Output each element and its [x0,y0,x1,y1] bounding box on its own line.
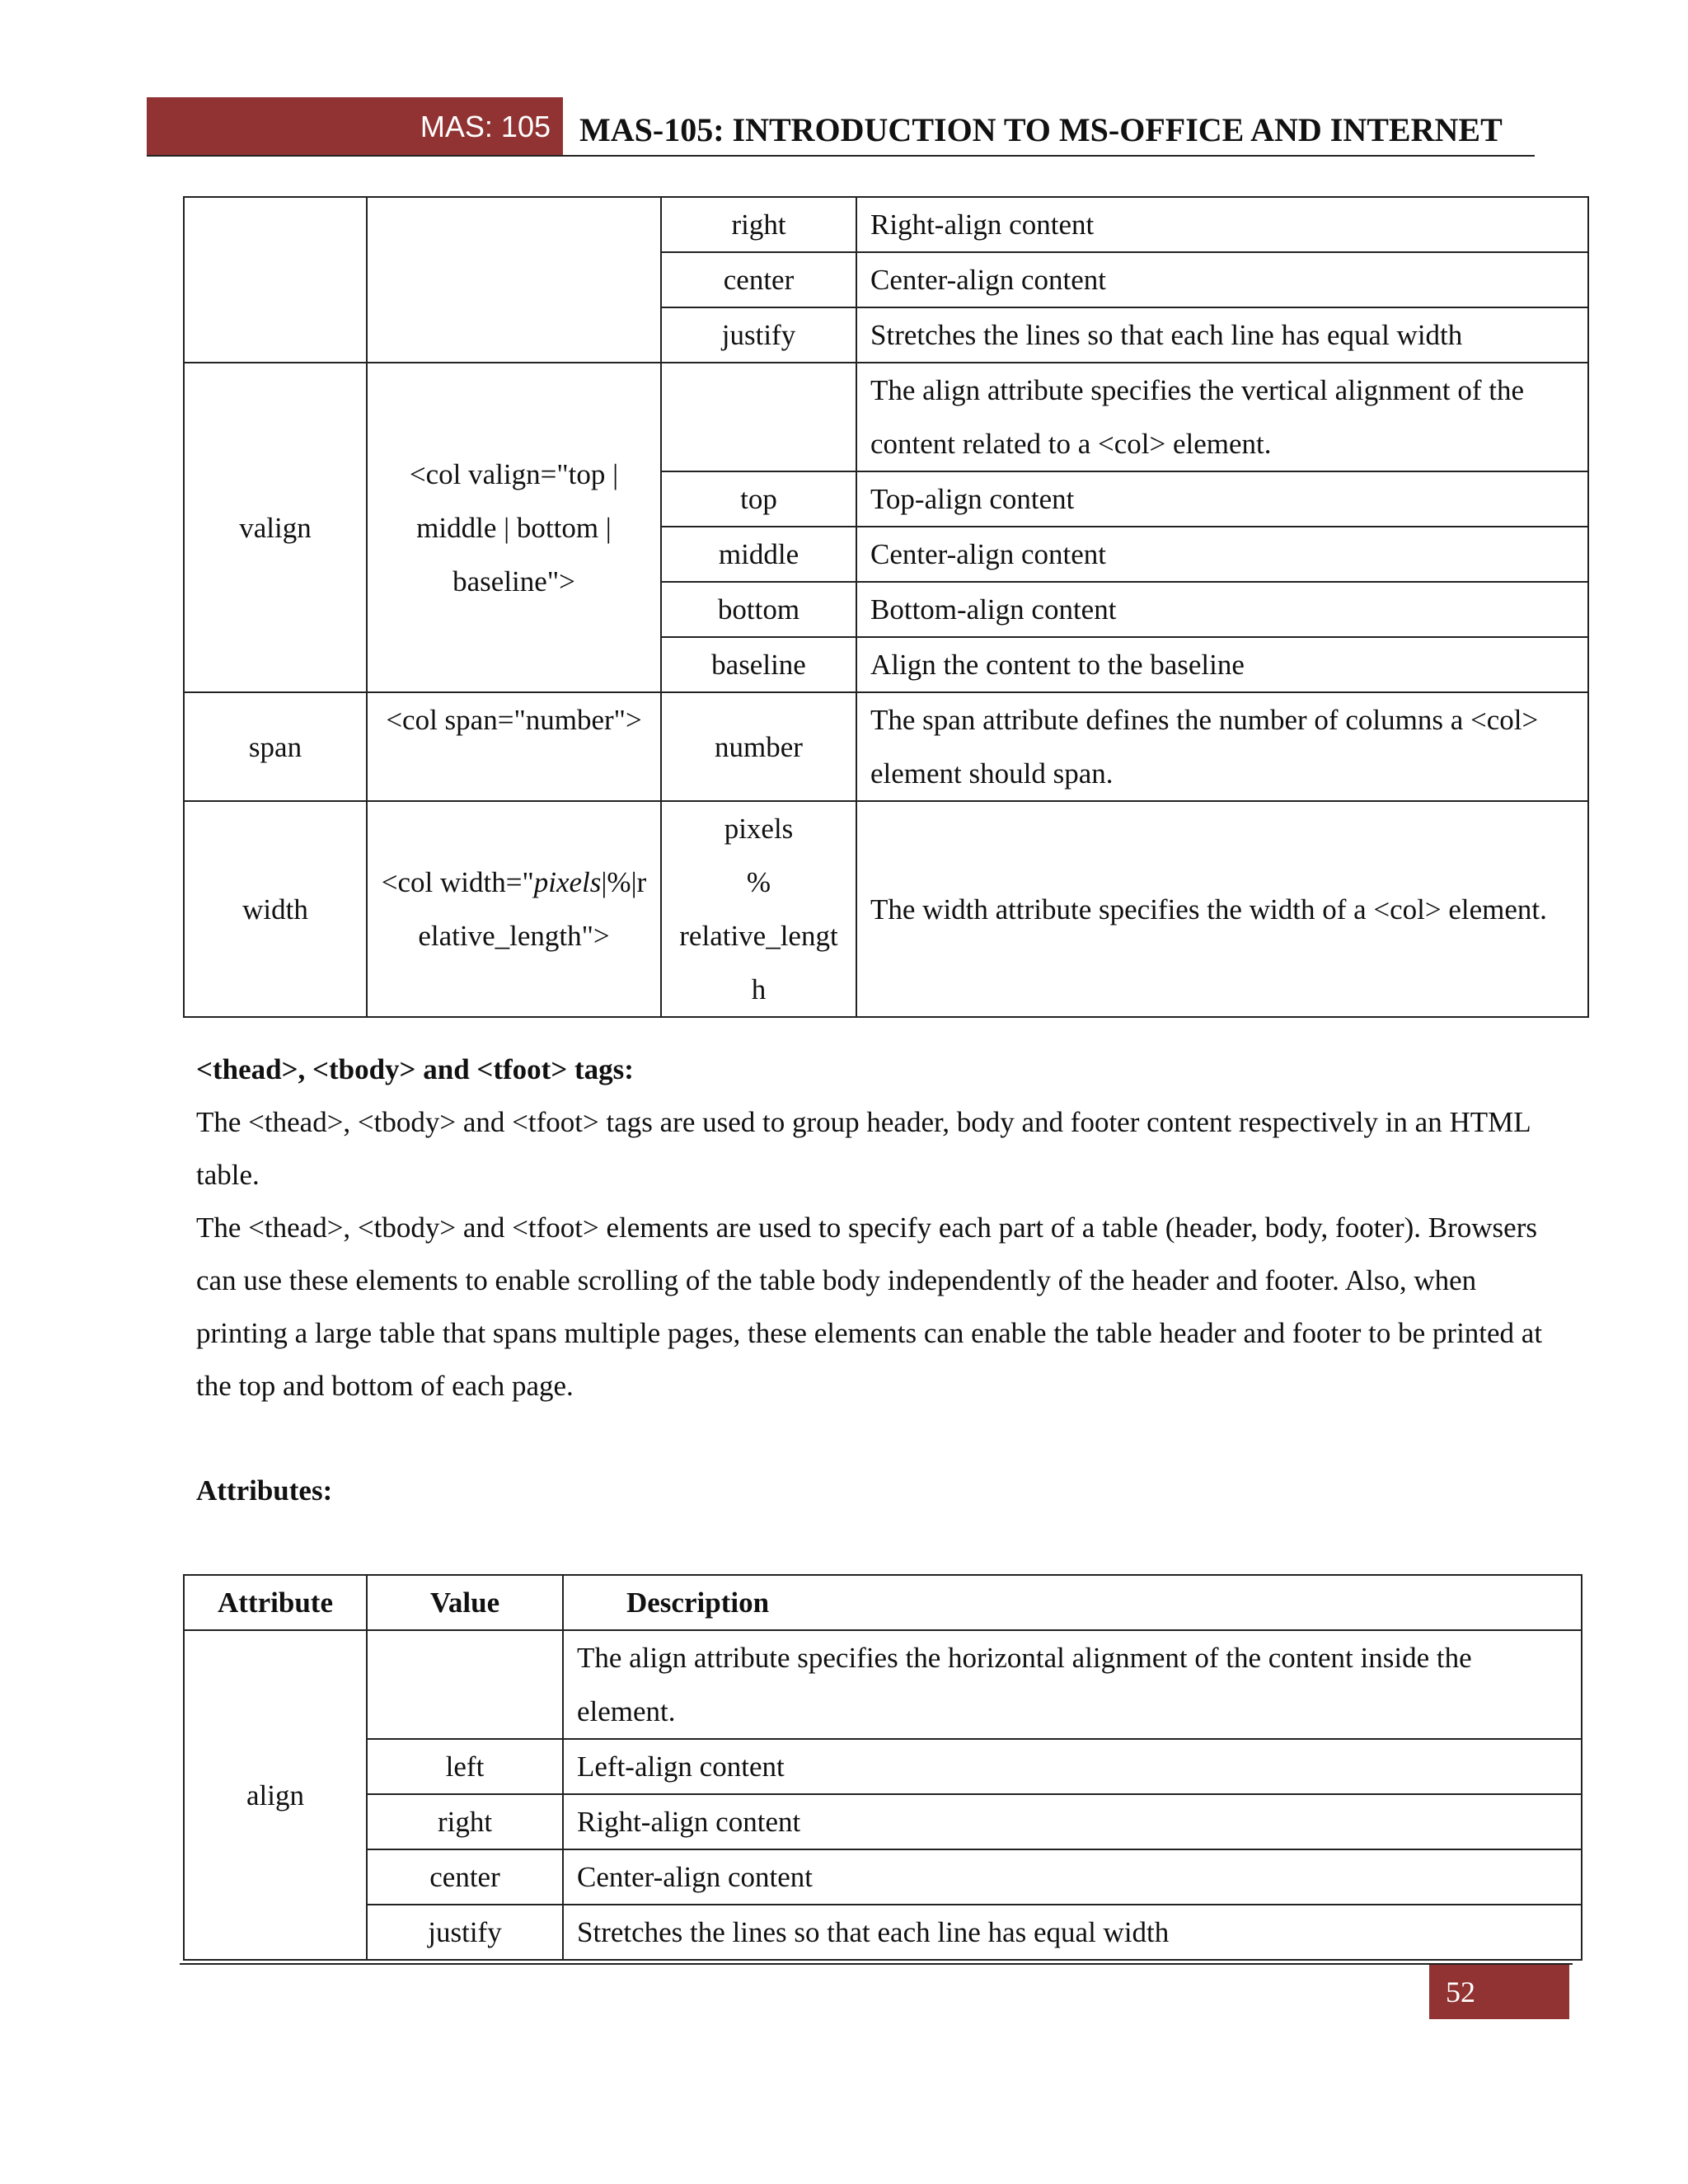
footer-divider [180,1963,1573,1965]
attribute-cell: width [184,801,367,1017]
value-cell: middle [661,527,856,582]
col-attributes-table [183,196,1589,1018]
value-cell: baseline [661,637,856,692]
syntax-cell [367,801,661,1017]
attribute-cell: valign [184,363,367,692]
value-cell: right [367,1794,563,1849]
column-header: Description [563,1575,1582,1630]
description-cell: The align attribute specifies the vertical alignment of the content related to a <col> element. [856,363,1588,471]
table-row [184,1849,1582,1905]
value-cell: center [367,1849,563,1905]
section-heading: <thead>, <tbody> and <tfoot> tags: [196,1053,634,1085]
column-header: Attribute [184,1575,367,1630]
table-cell-empty [184,197,367,363]
value-cell [661,801,856,1017]
description-cell: Right-align content [856,197,1588,252]
header-divider [147,155,1535,157]
description-cell: The align attribute specifies the horizontal alignment of the content inside the element. [563,1630,1582,1739]
section-body [196,1096,1548,1413]
table-row [184,801,1588,1017]
description-cell: Center-align content [856,527,1588,582]
description-cell: Right-align content [563,1794,1582,1849]
value-cell: center [661,252,856,307]
table-row [184,1739,1582,1794]
value-item: pixels [724,813,794,845]
column-header: Value [367,1575,563,1630]
attributes-table [183,1574,1582,1961]
table-row [184,197,1588,252]
syntax-cell: <col span="number"> [367,692,661,801]
description-cell: Center-align content [563,1849,1582,1905]
table-cell-empty [367,197,661,363]
syntax-suffix: |%|relative_length"> [418,866,647,952]
value-cell: number [661,692,856,801]
course-code: MAS: 105 [420,110,551,143]
table-row [184,1905,1582,1960]
table-cell-empty [661,363,856,471]
syntax-italic: pixels [533,866,602,898]
value-cell: right [661,197,856,252]
description-cell: Bottom-align content [856,582,1588,637]
description-cell: Left-align content [563,1739,1582,1794]
value-cell: left [367,1739,563,1794]
paragraph: The <thead>, <tbody> and <tfoot> elements are used to specify each part of a table (header, body, footer). Browsers can use these elements to enable scrolling of the table body independently of the header and footer. Also, when printing a large table that spans multiple pages, these elements can enable the table header and footer to be printed at the top and bottom of each page. [196,1212,1543,1402]
syntax-cell: <col valign="top | middle | bottom | baseline"> [367,363,661,692]
value-cell: justify [661,307,856,363]
syntax-prefix: <col width=" [381,866,534,898]
description-cell: Center-align content [856,252,1588,307]
table-cell-empty [367,1630,563,1739]
value-cell: top [661,471,856,527]
paragraph: The <thead>, <tbody> and <tfoot> tags are used to group header, body and footer content respectively in an HTML table. [196,1106,1531,1191]
description-cell: The width attribute specifies the width of a <col> element. [856,801,1588,1017]
attribute-cell: span [184,692,367,801]
value-cell: bottom [661,582,856,637]
value-cell: justify [367,1905,563,1960]
value-item: relative_length [679,920,838,1005]
value-item: % [746,866,771,898]
description-cell: Align the content to the baseline [856,637,1588,692]
description-cell: Stretches the lines so that each line has equal width [856,307,1588,363]
description-cell: Top-align content [856,471,1588,527]
page-number: 52 [1429,1965,1569,2019]
table-row [184,692,1588,801]
attributes-heading: Attributes: [196,1474,333,1507]
table-row [184,1794,1582,1849]
table-row [184,363,1588,471]
attribute-cell: align [184,1630,367,1960]
description-cell: Stretches the lines so that each line has equal width [563,1905,1582,1960]
table-header-row [184,1575,1582,1630]
description-cell: The span attribute defines the number of columns a <col> element should span. [856,692,1588,801]
page-title: MAS-105: INTRODUCTION TO MS-OFFICE AND INTERNET [579,111,1503,148]
table-row [184,1630,1582,1739]
